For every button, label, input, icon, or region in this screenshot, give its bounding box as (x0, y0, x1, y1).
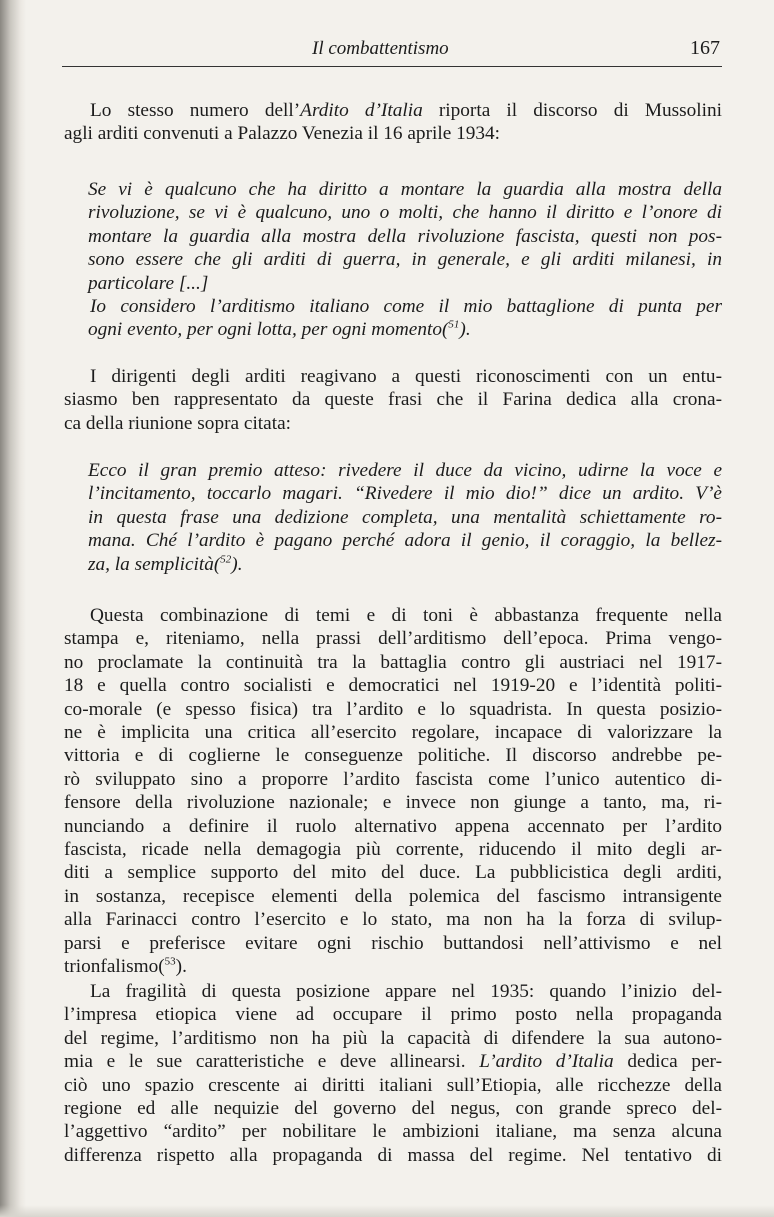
text-line: 18 e quella contro socialisti e democratici nel 1919-20 e l’identità politi- (64, 675, 722, 697)
title-ardito-d-italia: Ardito d’Italia (300, 100, 423, 121)
quote-text: za, la semplicità( (88, 553, 221, 575)
text-line: vittoria e di coglierne le conseguenze politiche. Il discorso andrebbe pe- (64, 745, 722, 767)
quote-line: in questa frase una dedizione completa, una mentalità schiettamente ro- (88, 506, 722, 528)
punct: ). (459, 319, 471, 341)
text-line-with-note (64, 955, 722, 978)
quote-mussolini (88, 178, 722, 342)
paragraph-2 (64, 365, 722, 435)
text-line: del regime, l’arditismo non ha più la capacità di difendere la sua autono- (64, 1027, 722, 1049)
quote-line: mana. Ché l’ardito è pagano perché adora il genio, il coraggio, la bellez- (88, 530, 722, 552)
body-text: trionfalismo( (64, 956, 165, 978)
paragraph-1 (64, 99, 722, 146)
text-line (64, 99, 722, 122)
quote-text: ogni evento, per ogni lotta, per ogni momento( (88, 319, 449, 341)
text-line: differenza rispetto alla propaganda di massa del regime. Nel tentativo di (64, 1144, 722, 1166)
quote-line: Ecco il gran premio atteso: rivedere il duce da vicino, udirne la voce e (88, 460, 722, 481)
text-line: ca della riunione sopra citata: (64, 412, 291, 434)
quote-line: sono essere che gli arditi di guerra, in generale, e gli arditi milanesi, in (88, 249, 722, 271)
page-header (62, 34, 722, 67)
quote-line: Io considero l’arditismo italiano come il mio battaglione di punta per (90, 296, 722, 318)
page-number: 167 (690, 37, 720, 59)
title-l-ardito-d-italia: L’ardito d’Italia (479, 1051, 614, 1073)
quote-line-with-note (88, 318, 722, 341)
text-line: ne è implicita una critica all’esercito regolare, incapace di valorizzare la (64, 722, 722, 744)
text-line: parsi e preferisce evitare ogni rischio buttandosi nell’attivismo e nel (64, 932, 722, 954)
text-line: l’aggettivo “ardito” per nobilitare le ambizioni italiane, ma senza alcuna (64, 1121, 722, 1143)
paragraph-3 (64, 604, 722, 979)
quote-line: montare la guardia alla mostra della rivoluzione fascista, questi non pos- (88, 225, 722, 247)
quote-line: l’incitamento, toccarlo magari. “Rivedere il mio dio!” dice un ardito. V’è (88, 483, 722, 505)
line-part: riporta il discorso di Mussolini (422, 100, 722, 121)
punct: ). (231, 553, 243, 575)
page-bottom-edge (0, 1205, 774, 1217)
text-line: ciò uno spazio crescente ai diritti italiani sull’Etiopia, alle ricchezze della (64, 1074, 722, 1096)
text-line: rò sviluppato sino a proporre l’ardito fascista come l’unico autentico di- (64, 768, 722, 790)
text-line: in sostanza, recepisce elementi della polemica del fascismo intransigente (64, 885, 722, 907)
footnote-ref: 52 (220, 553, 232, 566)
text-line: co-morale (e spesso fisica) tra l’ardito e lo squadrista. In questa posizio- (64, 698, 722, 720)
running-title: Il combattentismo (312, 38, 449, 59)
text-line: I dirigenti degli arditi reagivano a questi riconoscimenti con un entu- (90, 366, 722, 387)
line-part: Lo stesso numero dell’ (90, 100, 301, 121)
text-line: siasmo ben rappresentato da queste frasi che il Farina dedica alla crona- (64, 389, 722, 411)
quote-line-with-note (88, 553, 722, 576)
text-line: fascista, ricade nella demagogia più corrente, riducendo il mito degli ar- (64, 839, 722, 861)
text-line: Questa combinazione di temi e di toni è abbastanza frequente nella (90, 605, 722, 626)
book-gutter-shadow (0, 0, 26, 1217)
line-part: dedica per- (613, 1051, 722, 1073)
footnote-ref: 53 (164, 955, 176, 968)
quote-line: rivoluzione, se vi è qualcuno, uno o molti, che hanno il diritto e l’onore di (88, 202, 722, 224)
text-line: fensore della rivoluzione nazionale; e invece non giunge a tanto, ma, ri- (64, 792, 722, 814)
paragraph-4 (64, 980, 722, 1167)
text-line: stampa e, riteniamo, nella prassi dell’arditismo dell’epoca. Prima vengo- (64, 628, 722, 650)
text-line: La fragilità di questa posizione appare nel 1935: quando l’inizio del- (90, 981, 722, 1002)
quote-farina (88, 459, 722, 576)
quote-line: Se vi è qualcuno che ha diritto a montare la guardia alla mostra della (88, 179, 722, 200)
text-line (64, 1050, 722, 1073)
punct: ). (175, 956, 187, 978)
quote-line: particolare [...] (88, 272, 209, 294)
text-line: nunciando a definire il ruolo alternativo appena accennato per l’ardito (64, 815, 722, 837)
text-line: l’impresa etiopica viene ad occupare il primo posto nella propaganda (64, 1004, 722, 1026)
footnote-ref: 51 (448, 319, 460, 332)
line-part: mia e le sue caratteristiche e deve allinearsi. (64, 1051, 480, 1073)
text-line: diti a semplice supporto del mito del duce. La pubblicistica degli arditi, (64, 862, 722, 884)
text-line: regione ed alle nequizie del governo del negus, con grande spreco del- (64, 1098, 722, 1120)
text-line: alla Farinacci contro l’esercito e lo stato, ma non ha la forza di svilup- (64, 909, 722, 931)
text-line: agli arditi convenuti a Palazzo Venezia il 16 aprile 1934: (64, 123, 501, 145)
text-line: no proclamate la continuità tra la battaglia contro gli austriaci nel 1917- (64, 651, 722, 673)
